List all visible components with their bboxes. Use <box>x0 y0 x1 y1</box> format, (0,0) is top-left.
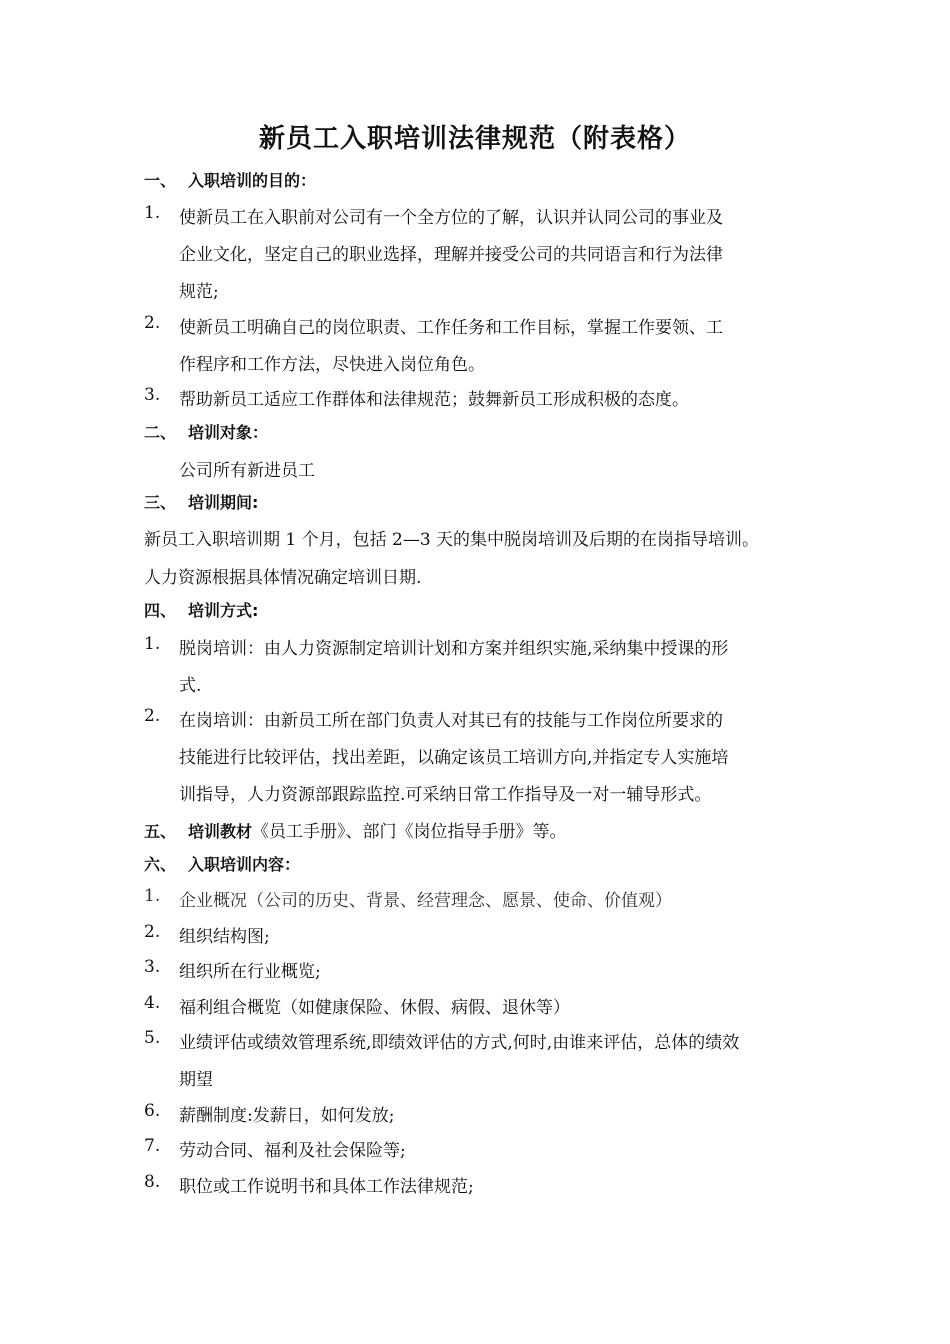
section-number: 六、 <box>144 855 177 874</box>
list-number: 4. <box>144 993 161 1013</box>
section-heading-materials <box>144 817 567 842</box>
paragraph-line: 使新员工在入职前对公司有一个全方位的了解，认识并认同公司的事业及 <box>179 208 723 228</box>
paragraph-line: 式. <box>179 676 202 696</box>
paragraph-line: 福利组合概览（如健康保险、休假、病假、退休等） <box>179 998 570 1018</box>
materials-text: 《员工手册》、部门《岗位指导手册》等。 <box>252 822 567 842</box>
paragraph-line: 公司所有新进员工 <box>179 461 315 481</box>
paragraph-line: 期望 <box>179 1070 213 1090</box>
section-number: 一、 <box>144 171 177 190</box>
list-number: 1. <box>144 886 161 906</box>
paragraph-line: 训指导，人力资源部跟踪监控.可采纳日常工作指导及一对一辅导形式。 <box>179 785 712 805</box>
paragraph-line: 规范; <box>179 282 219 302</box>
section-title: 培训教材 <box>188 822 253 841</box>
paragraph-line: 劳动合同、福利及社会保险等; <box>179 1141 406 1161</box>
section-title: 培训方式: <box>188 601 259 620</box>
section-heading-content <box>144 852 300 875</box>
list-number: 2. <box>144 313 161 333</box>
list-number: 7. <box>144 1136 161 1156</box>
section-heading-method <box>144 598 258 621</box>
section-heading-purpose <box>144 168 316 191</box>
section-number: 三、 <box>144 493 177 512</box>
paragraph-line: 人力资源根据具体情况确定培训日期. <box>144 568 422 588</box>
section-title: 入职培训的目的： <box>188 171 317 190</box>
paragraph-line: 企业概况（公司的历史、背景、经营理念、愿景、使命、价值观） <box>179 891 672 911</box>
page-title: 新员工入职培训法律规范（附表格） <box>258 124 691 154</box>
section-title: 培训对象： <box>188 423 269 442</box>
section-heading-period <box>144 490 258 513</box>
section-title: 入职培训内容： <box>188 855 301 874</box>
paragraph-line: 职位或工作说明书和具体工作法律规范; <box>179 1177 474 1197</box>
list-number: 3. <box>144 385 161 405</box>
paragraph-line: 企业文化，坚定自己的职业选择，理解并接受公司的共同语言和行为法律 <box>179 245 723 265</box>
section-number: 二、 <box>144 423 177 442</box>
paragraph-line: 技能进行比较评估，找出差距，以确定该员工培训方向,并指定专人实施培 <box>179 748 729 768</box>
paragraph-line: 新员工入职培训期 1 个月，包括 2—3 天的集中脱岗培训及后期的在岗指导培训。 <box>144 530 760 550</box>
list-number: 5. <box>144 1028 161 1048</box>
section-number: 五、 <box>144 822 177 841</box>
paragraph-line: 薪酬制度:发薪日，如何发放; <box>179 1106 395 1126</box>
paragraph-line: 组织结构图; <box>179 927 270 947</box>
list-number: 2. <box>144 706 161 726</box>
list-number: 3. <box>144 957 161 977</box>
list-number: 2. <box>144 922 161 942</box>
list-number: 1. <box>144 203 161 223</box>
section-number: 四、 <box>144 601 177 620</box>
list-number: 1. <box>144 634 161 654</box>
paragraph-line: 使新员工明确自己的岗位职责、工作任务和工作目标，掌握工作要领、工 <box>179 318 723 338</box>
list-number: 8. <box>144 1172 161 1192</box>
section-heading-target <box>144 420 268 443</box>
paragraph-line: 业绩评估或绩效管理系统,即绩效评估的方式,何时,由谁来评估，总体的绩效 <box>179 1033 740 1053</box>
paragraph-line: 脱岗培训：由人力资源制定培训计划和方案并组织实施,采纳集中授课的形 <box>179 639 729 659</box>
paragraph-line: 组织所在行业概览; <box>179 962 321 982</box>
paragraph-line: 作程序和工作方法，尽快进入岗位角色。 <box>179 355 485 375</box>
paragraph-line: 帮助新员工适应工作群体和法律规范；鼓舞新员工形成积极的态度。 <box>179 390 689 410</box>
section-title: 培训期间: <box>188 493 259 512</box>
paragraph-line: 在岗培训：由新员工所在部门负责人对其已有的技能与工作岗位所要求的 <box>179 711 723 731</box>
list-number: 6. <box>144 1101 161 1121</box>
